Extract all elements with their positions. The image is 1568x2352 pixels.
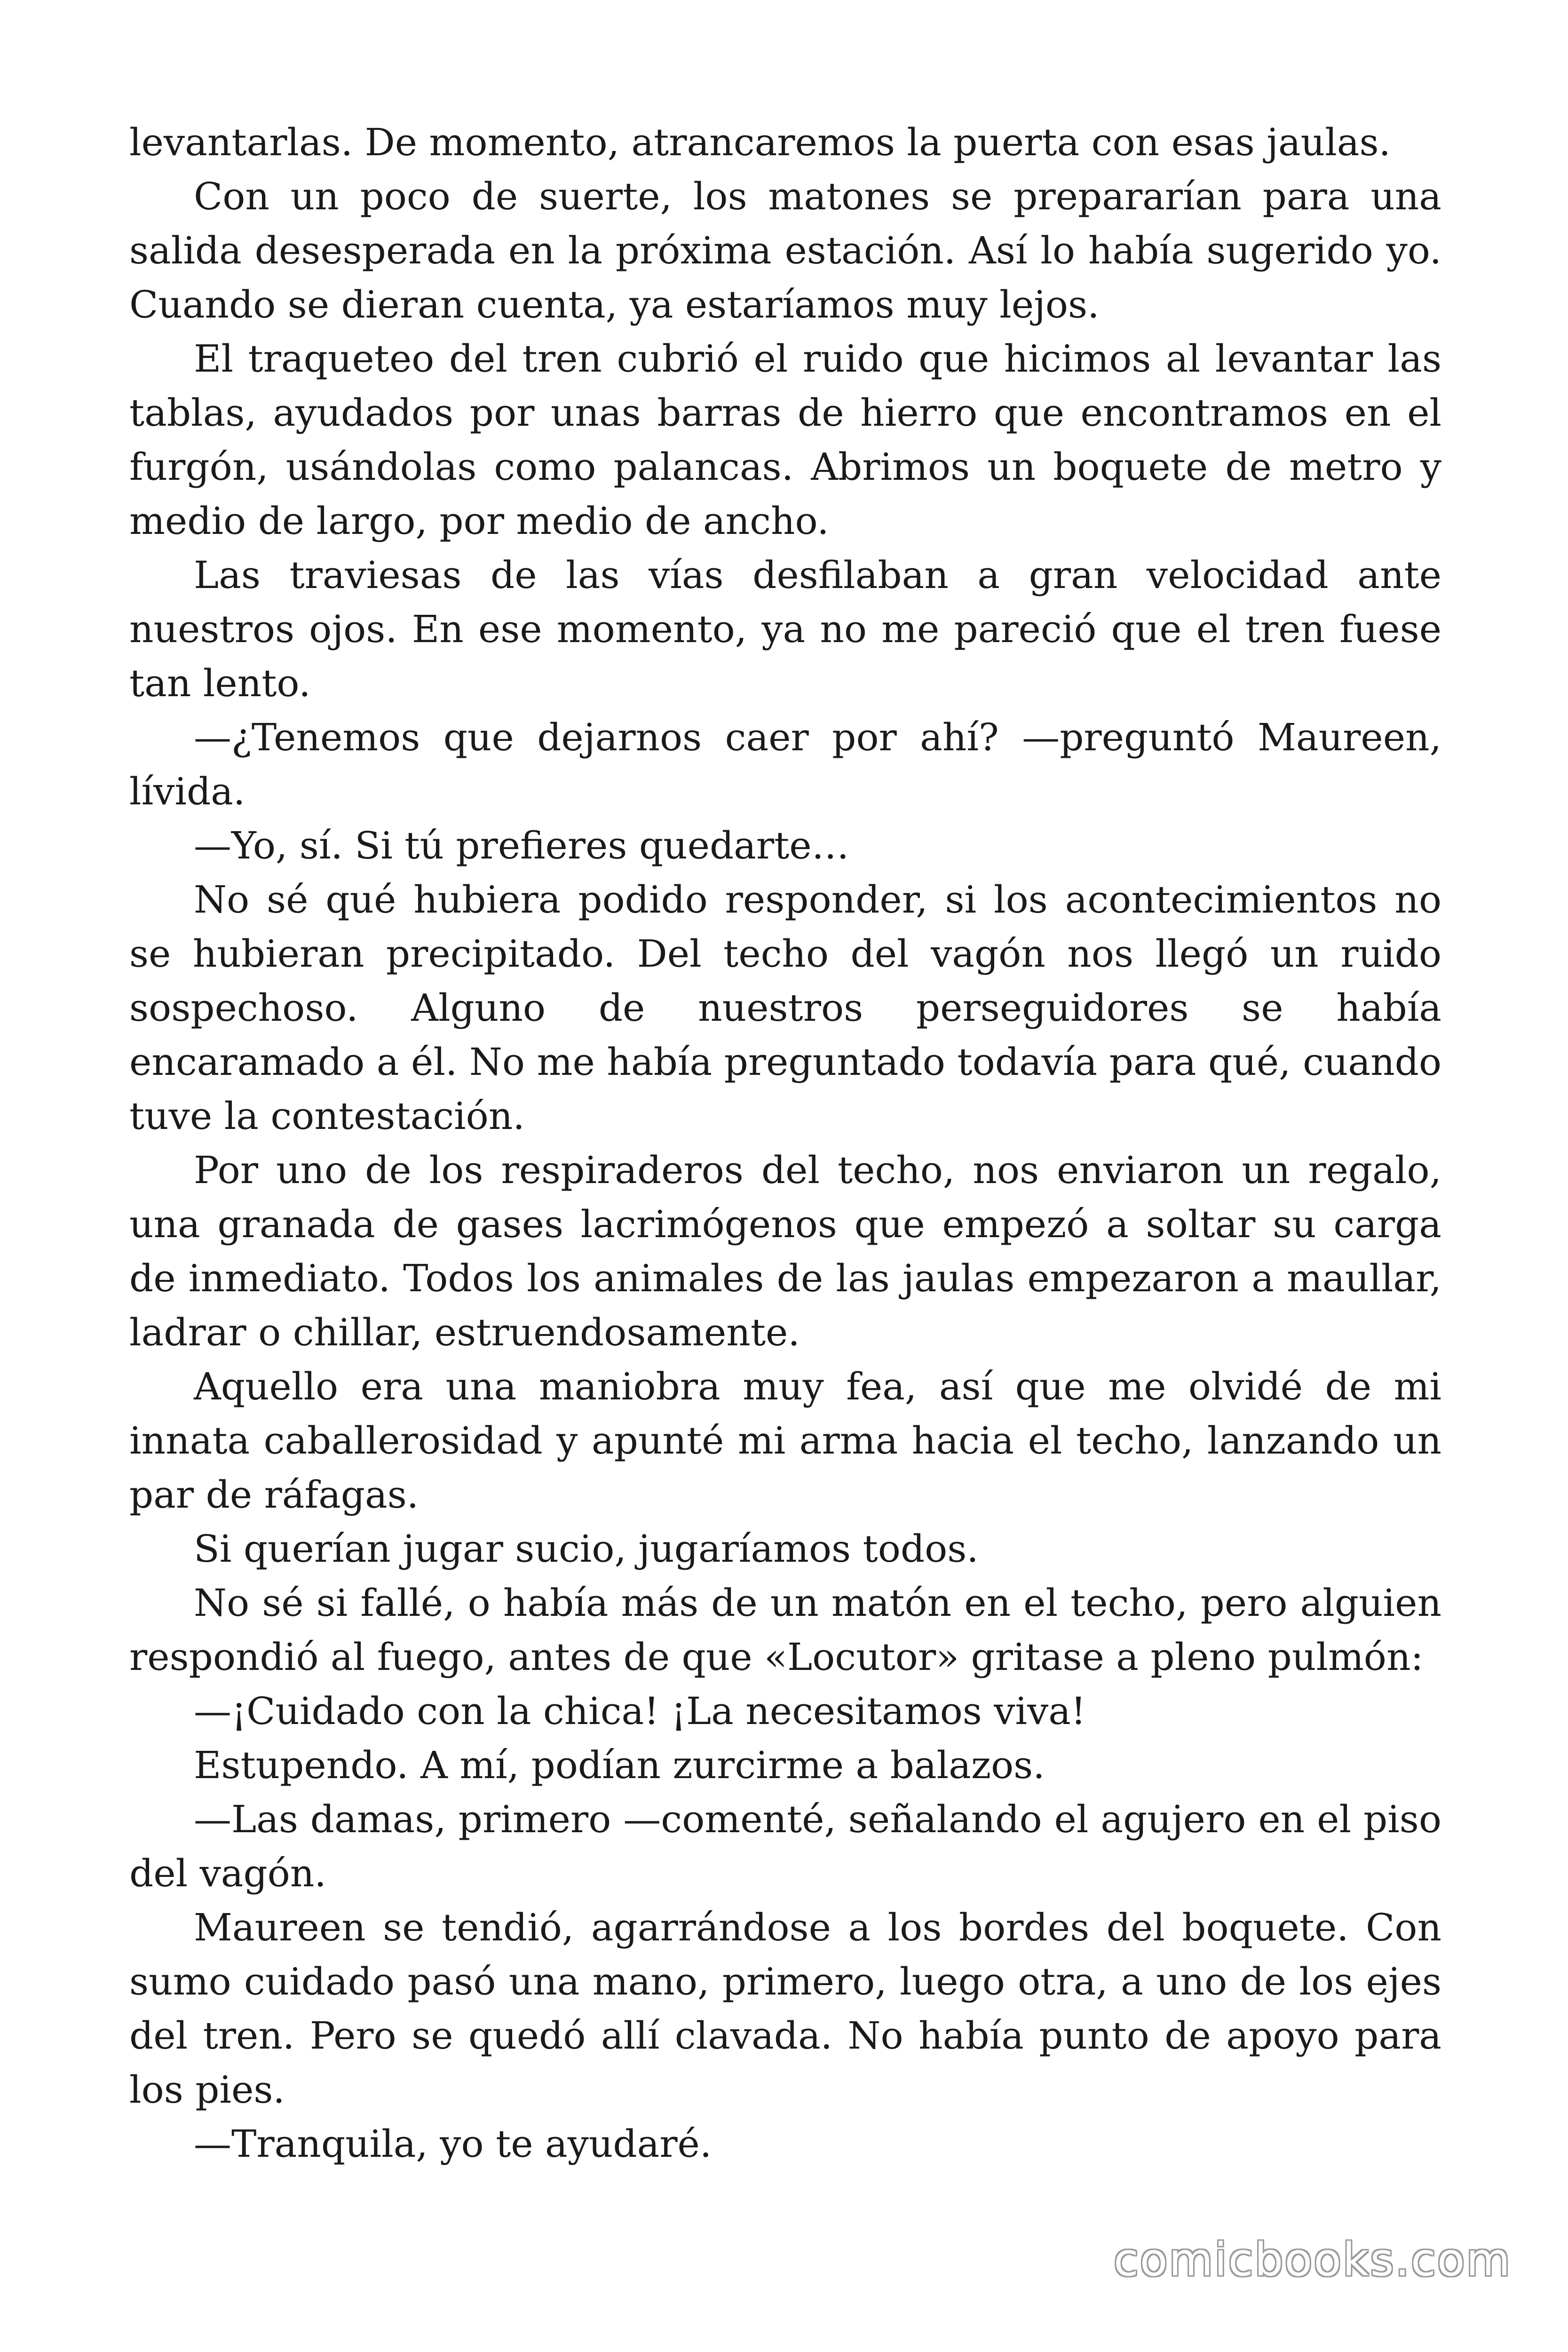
paragraph-15: Maureen se tendió, agarrándose a los bordes del boquete. Con sumo cuidado pasó una mano, primero, luego otra, a uno de los ejes del tren. Pero se quedó allí clavada. No había punto de apoyo para los pies.: [129, 1906, 1441, 2112]
paragraph-14: —Las damas, primero —comenté, señalando el agujero en el piso del vagón.: [129, 1797, 1441, 1895]
paragraph-10: Si querían jugar sucio, jugaríamos todos.: [194, 1527, 979, 1571]
paragraph-2: Con un poco de suerte, los matones se prepararían para una salida desesperada en la próxima estación. Así lo había sugerido yo. Cuando se dieran cuenta, ya estaríamos muy lejos.: [129, 175, 1441, 326]
watermark: comicbooks.com: [1113, 2233, 1512, 2286]
paragraph-1: levantarlas. De momento, atrancaremos la puerta con esas jaulas.: [129, 120, 1391, 164]
paragraph-5: —¿Tenemos que dejarnos caer por ahí? —preguntó Maureen, lívida.: [129, 715, 1441, 813]
page-text: [129, 115, 1441, 2171]
paragraph-11: No sé si fallé, o había más de un matón en el techo, pero alguien respondió al fuego, antes de que «Locutor» gritase a pleno pulmón:: [129, 1581, 1441, 1679]
paragraph-13: Estupendo. A mí, podían zurcirme a balazos.: [194, 1743, 1045, 1787]
paragraph-6: —Yo, sí. Si tú prefieres quedarte…: [194, 824, 849, 867]
paragraph-12: —¡Cuidado con la chica! ¡La necesitamos viva!: [194, 1689, 1086, 1733]
paragraph-7: No sé qué hubiera podido responder, si los acontecimientos no se hubieran precipitado. Del techo del vagón nos llegó un ruido sospechoso. Alguno de nuestros perseguidores se había encaramado a él. No me había preguntado todavía para qué, cuando tuve la contestación.: [129, 878, 1441, 1138]
paragraph-9: Aquello era una maniobra muy fea, así que me olvidé de mi innata caballerosidad y apunté mi arma hacia el techo, lanzando un par de ráfagas.: [129, 1365, 1441, 1517]
paragraph-3: El traqueteo del tren cubrió el ruido que hicimos al levantar las tablas, ayudados por unas barras de hierro que encontramos en el furgón, usándolas como palancas. Abrimos un boquete de metro y medio de largo, por medio de ancho.: [129, 337, 1441, 543]
paragraph-8: Por uno de los respiraderos del techo, nos enviaron un regalo, una granada de gases lacrimógenos que empezó a soltar su carga de inmediato. Todos los animales de las jaulas empezaron a maullar, ladrar o chillar, estruendosamente.: [129, 1148, 1441, 1354]
paragraph-4: Las traviesas de las vías desfilaban a gran velocidad ante nuestros ojos. En ese momento, ya no me pareció que el tren fuese tan lento.: [129, 553, 1441, 705]
paragraph-16: —Tranquila, yo te ayudaré.: [194, 2122, 712, 2166]
